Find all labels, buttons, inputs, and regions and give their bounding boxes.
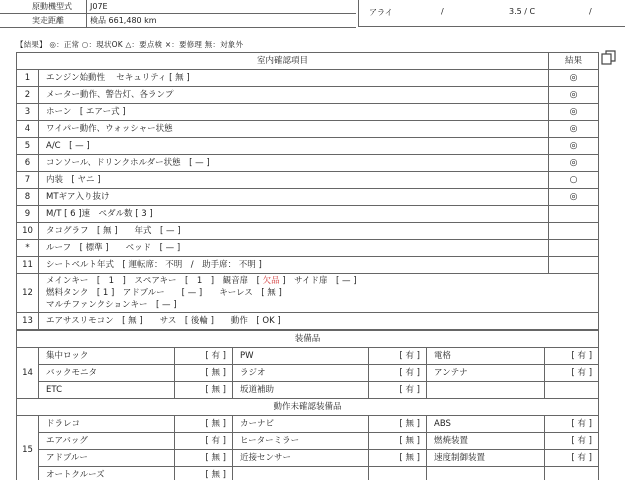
unchecked-item-value: [ 無 ] <box>369 450 427 467</box>
item-no: 10 <box>17 223 39 240</box>
equipment-item-value: [ 有 ] <box>369 365 427 382</box>
vehicle-info <box>0 0 356 28</box>
unchecked-item-value: [ 有 ] <box>545 433 599 450</box>
item-text: コンソール、ドリンクホルダー状態 [ — ] <box>39 155 549 172</box>
equipment-item-label: 集中ロック <box>39 348 175 365</box>
item-no: 11 <box>17 257 39 274</box>
item-text: ルーフ [ 標準 ] ベッド [ — ] <box>39 240 549 257</box>
item-text: M/T [ 6 ]速 ペダル数 [ 3 ] <box>39 206 549 223</box>
unchecked-row <box>17 467 599 480</box>
interior-row <box>17 172 599 189</box>
row12-missing: 欠品 <box>262 276 280 286</box>
row12-side-door: ] サイド扉 [ — ] <box>279 276 357 286</box>
item-text: シートベルト年式 [ 運転席： 不明 / 助手席： 不明 ] <box>39 257 549 274</box>
equipment-item-value <box>545 382 599 399</box>
equipment-item-value: [ 有 ] <box>545 348 599 365</box>
unchecked-item-label: アドブルー <box>39 450 175 467</box>
equipment-item-value: [ 無 ] <box>175 365 233 382</box>
distance-value: 検品 661,480 km <box>90 16 157 25</box>
item-result <box>549 223 599 240</box>
item-result <box>549 206 599 223</box>
item-no: 6 <box>17 155 39 172</box>
interior-row <box>17 138 599 155</box>
align-value-3: / <box>589 7 592 16</box>
result-header: 結果 <box>549 53 599 70</box>
unchecked-row <box>17 416 599 433</box>
item-no: 2 <box>17 87 39 104</box>
item-no: 1 <box>17 70 39 87</box>
unchecked-item-value: [ 有 ] <box>545 416 599 433</box>
interior-row <box>17 257 599 274</box>
unchecked-item-label: 速度制御装置 <box>427 450 545 467</box>
unchecked-item-value: [ 有 ] <box>545 450 599 467</box>
interior-row <box>17 104 599 121</box>
interior-row <box>17 240 599 257</box>
item-result <box>549 257 599 274</box>
item-no: 8 <box>17 189 39 206</box>
item-text: A/C [ — ] <box>39 138 549 155</box>
item-result: ◎ <box>549 104 599 121</box>
item-text: MTギア入り抜け <box>39 189 549 206</box>
unchecked-item-label: オートクルーズ <box>39 467 175 480</box>
unchecked-item-value: [ 有 ] <box>175 433 233 450</box>
item-text: 内装 [ ヤニ ] <box>39 172 549 189</box>
item-result <box>549 240 599 257</box>
unchecked-item-label <box>233 467 369 480</box>
item-result: ○ <box>549 172 599 189</box>
unchecked-item-label: 燃焼装置 <box>427 433 545 450</box>
item-result: ◎ <box>549 121 599 138</box>
item-text: ワイパー動作、ウォッシャー状態 <box>39 121 549 138</box>
align-label: アライ <box>369 8 393 17</box>
item-no: 7 <box>17 172 39 189</box>
equipment-no: 14 <box>17 348 39 399</box>
unchecked-item-label: 近接センサー <box>233 450 369 467</box>
equipment-item-value: [ 有 ] <box>369 348 427 365</box>
equipment-item-value: [ 無 ] <box>175 382 233 399</box>
interior-row <box>17 121 599 138</box>
unchecked-item-value: [ 無 ] <box>175 416 233 433</box>
equipment-item-label: ラジオ <box>233 365 369 382</box>
interior-row <box>17 189 599 206</box>
unchecked-item-value <box>545 467 599 480</box>
unchecked-equipment-table <box>16 398 599 480</box>
item-no: 9 <box>17 206 39 223</box>
row12-no: 12 <box>17 274 39 313</box>
interior-title: 室内確認項目 <box>17 53 549 70</box>
row13-no: 13 <box>17 313 39 330</box>
equipment-item-label: 坂道補助 <box>233 382 369 399</box>
equipment-item-label: アンテナ <box>427 365 545 382</box>
unchecked-item-value: [ 無 ] <box>175 467 233 480</box>
unchecked-item-label: ドラレコ <box>39 416 175 433</box>
unchecked-title: 動作未確認装備品 <box>17 399 599 416</box>
unchecked-item-label: カーナビ <box>233 416 369 433</box>
unchecked-item-value: [ 無 ] <box>175 450 233 467</box>
equipment-item-value: [ 有 ] <box>369 382 427 399</box>
equipment-row <box>17 382 599 399</box>
equipment-item-value: [ 有 ] <box>175 348 233 365</box>
row13-text: エアサスリモコン [ 無 ] サス [ 後輪 ] 動作 [ OK ] <box>39 313 599 330</box>
interior-row <box>17 70 599 87</box>
interior-row <box>17 155 599 172</box>
interior-row <box>17 223 599 240</box>
equipment-item-label: 電格 <box>427 348 545 365</box>
item-no: * <box>17 240 39 257</box>
item-no: 4 <box>17 121 39 138</box>
item-result: ◎ <box>549 138 599 155</box>
align-value-2: 3.5 / C <box>509 7 536 16</box>
alignment-info <box>358 0 625 27</box>
equipment-item-label: PW <box>233 348 369 365</box>
item-text: メーター動作、警告灯、各ランプ <box>39 87 549 104</box>
unchecked-no: 15 <box>17 416 39 480</box>
equipment-item-value: [ 有 ] <box>545 365 599 382</box>
row12-fuel: 燃料タンク [ 1 ] アドブルー [ — ] キーレス [ 無 ] <box>46 288 282 298</box>
unchecked-item-label: エアバッグ <box>39 433 175 450</box>
unchecked-item-value: [ 無 ] <box>369 433 427 450</box>
item-text: タコグラフ [ 無 ] 年式 [ — ] <box>39 223 549 240</box>
equipment-row <box>17 365 599 382</box>
row12-multifunction: マルチファンクションキー [ — ] <box>46 300 177 310</box>
row12-keys <box>39 274 599 313</box>
unchecked-item-label: ABS <box>427 416 545 433</box>
unchecked-item-label <box>427 467 545 480</box>
item-no: 3 <box>17 104 39 121</box>
distance-label: 実走距離 <box>32 16 64 25</box>
result-legend: 【結果】 ◎：正常 ○：現状OK △：要点検 ×：要修理 無：対象外 <box>16 40 244 49</box>
equipment-title: 装備品 <box>17 331 599 348</box>
equipment-table <box>16 330 599 399</box>
align-value-1: / <box>441 7 444 16</box>
model-value: J07E <box>90 2 108 11</box>
unchecked-item-value: [ 無 ] <box>369 416 427 433</box>
unchecked-row <box>17 433 599 450</box>
equipment-item-label <box>427 382 545 399</box>
item-result: ◎ <box>549 155 599 172</box>
item-result: ◎ <box>549 70 599 87</box>
row12-keys-text: メインキー [ 1 ] スペアキー [ 1 ] 観音扉 [ <box>46 276 263 286</box>
item-no: 5 <box>17 138 39 155</box>
equipment-row <box>17 348 599 365</box>
item-result: ◎ <box>549 87 599 104</box>
item-text: エンジン始動性 セキュリティ [ 無 ] <box>39 70 549 87</box>
equipment-item-label: バックモニタ <box>39 365 175 382</box>
interior-row <box>17 206 599 223</box>
unchecked-item-label: ヒーターミラー <box>233 433 369 450</box>
unchecked-row <box>17 450 599 467</box>
model-label: 原動機型式 <box>32 2 72 11</box>
unchecked-item-value <box>369 467 427 480</box>
interior-check-table <box>16 52 599 330</box>
item-text: ホーン [ エアー式 ] <box>39 104 549 121</box>
item-result: ◎ <box>549 189 599 206</box>
copy-icon[interactable] <box>600 50 618 66</box>
interior-row <box>17 87 599 104</box>
equipment-item-label: ETC <box>39 382 175 399</box>
